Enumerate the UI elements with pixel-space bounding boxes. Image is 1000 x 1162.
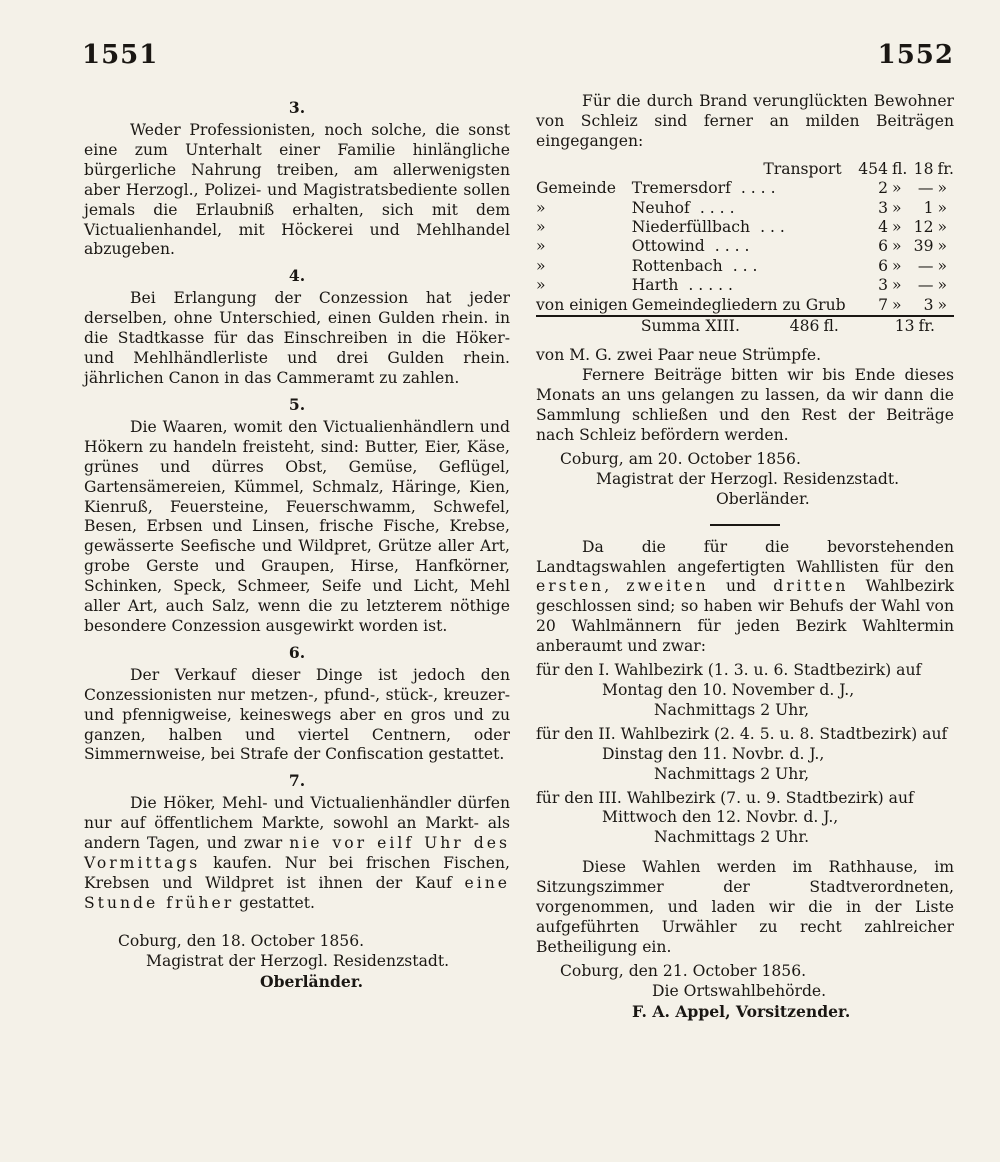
section-number: 6. xyxy=(288,642,306,662)
donation-table xyxy=(536,154,954,315)
donation-intro: Für die durch Brand verunglückten Bewohner von Schleiz sind ferner an milden Beiträgen eingegangen: xyxy=(536,92,954,150)
section-divider xyxy=(710,524,780,526)
section-paragraph: Bei Erlangung der Conzession hat jeder derselben, ohne Unterschied, einen Gulden rhein. in die Stadtkasse für das Einschreiben in die Höker- und Mehlhändlerliste und drei Gulden rhein. jährlichen Canon in das Cammeramt zu zahlen. xyxy=(84,289,510,387)
section-number: 5. xyxy=(288,394,306,414)
election-intro: Da die für die bevorstehenden Landtagswahlen angefertigten Wahllisten für den ersten, zweiten und dritten Wahlbezirk geschlossen sind; so haben wir Behufs der Wahl von 20 Wahlmännern für jeden Bezirk Wahltermin anberaumt und zwar: xyxy=(536,537,954,656)
election-district-1: für den I. Wahlbezirk (1. 3. u. 6. Stadtbezirk) auf Montag den 10. November d. J., Nachmittags 2 Uhr, xyxy=(536,661,922,719)
section-number: 7. xyxy=(288,771,306,791)
election-closing: Diese Wahlen werden im Rathhause, im Sitzungszimmer der Stadtverordneten, vorgenommen, und laden wir die in der Liste aufgeführten Urwähler zu recht zahlreicher Betheiligung ein. xyxy=(536,858,954,956)
signatory-name: Oberländer. xyxy=(260,971,364,991)
page-number-left: 1551 xyxy=(82,40,159,70)
donation-row: von einigen Gemeindegliedern zu Grub 7 » 3 » xyxy=(536,295,948,314)
right-column xyxy=(536,92,954,1021)
notice-date: Coburg, den 18. October 1856. xyxy=(118,931,365,950)
spaced-emphasis: eine Stunde früher xyxy=(84,874,510,912)
signatory-name: Oberländer. xyxy=(716,489,810,508)
stockings-donation: von M. G. zwei Paar neue Strümpfe. xyxy=(536,346,822,365)
section-paragraph: Der Verkauf dieser Dinge ist jedoch den Conzessionisten nur metzen-, pfund-, stück-, kreuzer- und pfennigweise, keineswegs aber en gros und zu ganzen, halben und viertel Centnern, oder Simmernweise, bei Strafe der Confiscation gestattet. xyxy=(84,665,510,764)
donation-row: » Rottenbach . . . 6 » — » xyxy=(536,256,948,275)
further-contributions: Fernere Beiträge bitten wir bis Ende dieses Monats an uns gelangen zu lassen, da wir dann die Sammlung schließen und den Rest der Beiträge nach Schleiz befördern werden. xyxy=(536,366,954,444)
donation-row: » Neuhof . . . . 3 » 1 » xyxy=(536,198,948,217)
donation-row: » Niederfüllbach . . . 4 » 12 » xyxy=(536,217,948,236)
chairman-signature: F. A. Appel, Vorsitzender. xyxy=(632,1001,851,1021)
section-paragraph: Die Waaren, womit den Victualienhändlern und Hökern zu handeln freisteht, sind: Butter, Eier, Käse, grünes und dürres Obst, Gemüse, Geflügel, Gartensämereien, Kümmel, Schmalz, Häringe, Kien, Kienruß, Feuersteine, Feuerschwamm, Schwefel, Besen, Erbsen und Linsen, frische Fische, Krebse, gewässerte Seefische und Wildpret, Grütze aller Art, grobe Gerste und Graupen, Hirse, Hanfkörner, Schinken, Speck, Schmeer, Seife und Licht, Mehl aller Art, auch Salz, wenn die zu letzterem nöthige besondere Conzession ausgewirkt worden ist. xyxy=(84,417,510,635)
issuing-authority: Magistrat der Herzogl. Residenzstadt. xyxy=(146,951,450,970)
election-district-3: für den III. Wahlbezirk (7. u. 9. Stadtbezirk) auf Mittwoch den 12. Novbr. d. J., Nachmittags 2 Uhr. xyxy=(536,788,914,847)
section-number: 3. xyxy=(288,98,306,117)
section-paragraph: Weder Professionisten, noch solche, die sonst eine zum Unterhalt einer Familie hinlängliche bürgerliche Nahrung treiben, am allerwenigsten aber Herzogl., Polizei- und Magistratsbediente sollen jemals die Erlaubniß erhalten, sich mit dem Victualienhandel, mit Höckerei und Mehlhandel abzugeben. xyxy=(84,121,510,259)
left-column xyxy=(84,92,510,992)
summa-row: Summa XIII. 486 fl. 13 fr. xyxy=(536,316,954,336)
donation-row: Gemeinde Tremersdorf . . . . 2 » — » xyxy=(536,179,948,198)
donation-total xyxy=(536,315,954,336)
donation-row: » Ottowind . . . . 6 » 39 » xyxy=(536,237,948,256)
section-number: 4. xyxy=(288,266,306,286)
section-paragraph: Die Höker, Mehl- und Victualienhändler dürfen nur auf öffentlichem Markte, sowohl an Markt- als andern Tagen, und zwar nie vor eilf Uhr des Vormittags kaufen. Nur bei frischen Fischen, Krebsen und Wildpret ist ihnen der Kauf eine Stunde früher gestattet. xyxy=(84,794,510,912)
transport-row: Transport 454 fl. 18 fr. xyxy=(763,159,954,178)
election-district-2: für den II. Wahlbezirk (2. 4. 5. u. 8. Stadtbezirk) auf Dinstag den 11. Novbr. d. J., Nachmittags 2 Uhr, xyxy=(536,724,948,783)
electoral-authority: Die Ortswahlbehörde. xyxy=(652,981,827,1000)
page-number-right: 1552 xyxy=(877,40,954,70)
donation-row: » Harth . . . . . 3 » — » xyxy=(536,276,948,295)
issuing-authority: Magistrat der Herzogl. Residenzstadt. xyxy=(596,469,900,488)
notice-date: Coburg, den 21. October 1856. xyxy=(560,961,807,980)
notice-date: Coburg, am 20. October 1856. xyxy=(560,449,801,468)
spaced-emphasis: nie vor eilf Uhr des Vormittags xyxy=(84,834,510,873)
